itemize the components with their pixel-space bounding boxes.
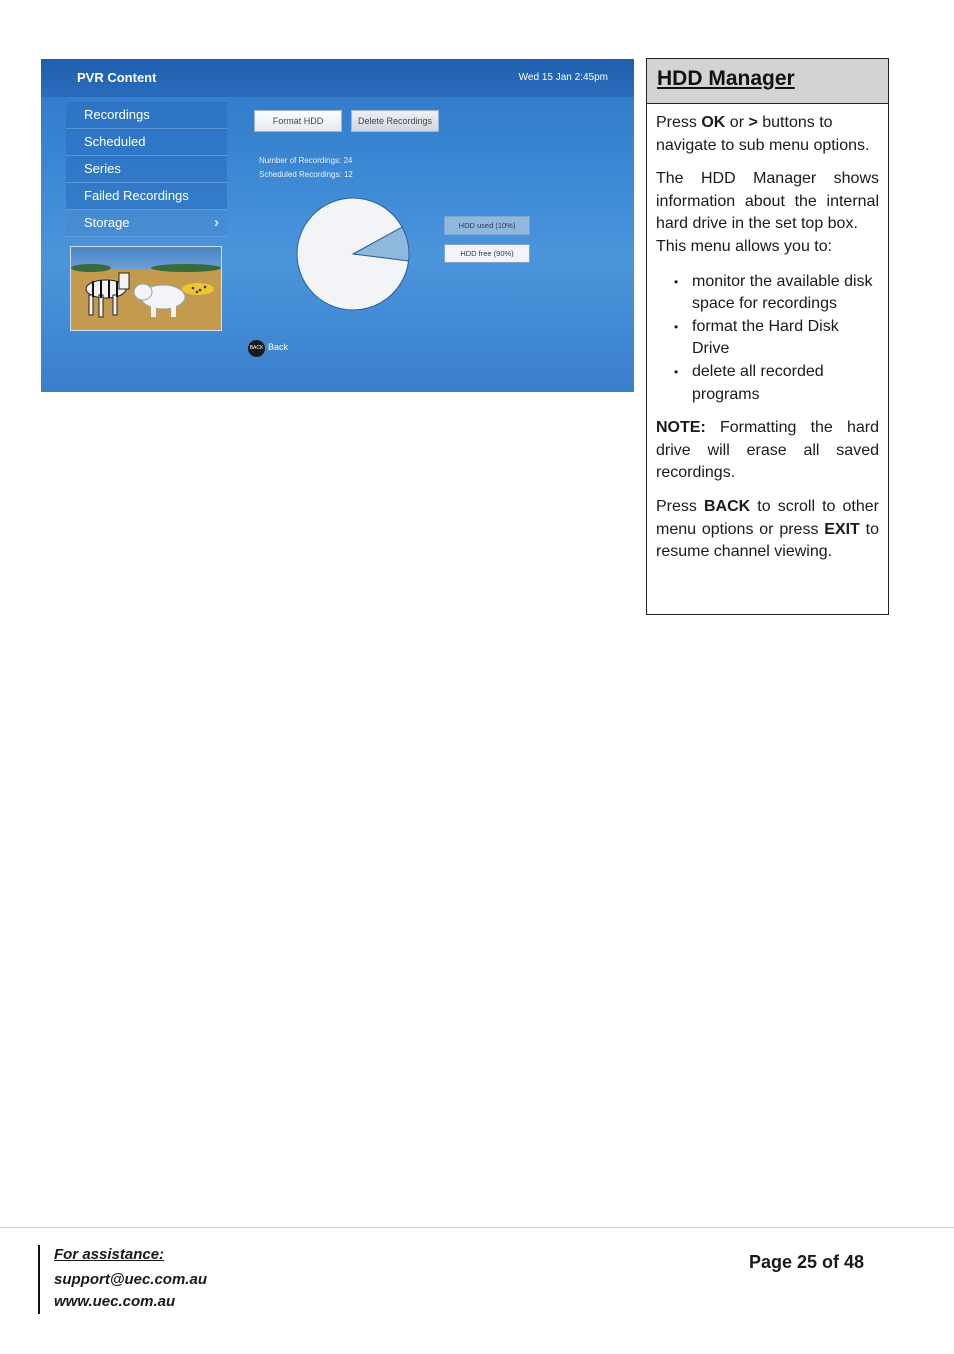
chevron-right-icon: ›	[214, 214, 219, 231]
menu-item-label: Scheduled	[84, 134, 146, 149]
assistance-heading: For assistance:	[54, 1246, 165, 1263]
panel-header	[647, 59, 888, 104]
footer-accent-bar	[38, 1245, 40, 1314]
panel-body	[647, 104, 888, 564]
feature-list	[656, 271, 879, 407]
right-key-label: >	[748, 114, 758, 131]
back-label: Back	[268, 342, 289, 352]
panel-title: HDD Manager	[657, 67, 795, 90]
menu-item-label: Recordings	[84, 107, 150, 122]
format-hdd-button[interactable]: Format HDD	[254, 110, 342, 132]
text-fragment: or	[725, 114, 749, 131]
note-text: Formatting the hard drive will erase all saved recordings.	[656, 419, 879, 482]
back-exit-instructions	[656, 496, 879, 564]
footer-divider	[0, 1227, 954, 1228]
menu-allows-text: This menu allows you to:	[656, 237, 833, 255]
menu-item-label: Failed Recordings	[84, 188, 189, 203]
support-email[interactable]: support@uec.com.au	[54, 1271, 207, 1288]
menu-item-series[interactable]	[66, 156, 227, 183]
back-key-icon[interactable]: BACK	[248, 340, 265, 357]
list-item: • format the Hard Disk Drive	[674, 316, 879, 361]
storage-pie-chart	[295, 196, 411, 312]
scheduled-count: Scheduled Recordings: 12	[259, 170, 353, 179]
exit-key-label: EXIT	[824, 520, 860, 538]
menu-item-storage[interactable]	[66, 210, 227, 237]
menu-item-label: Series	[84, 161, 121, 176]
text-fragment: to resume channel viewing.	[656, 520, 879, 561]
website-link[interactable]: www.uec.com.au	[54, 1293, 176, 1310]
menu-item-failed-recordings[interactable]	[66, 183, 227, 210]
ok-key-label: OK	[701, 114, 726, 131]
tv-side-menu	[66, 102, 227, 237]
tv-datetime: Wed 15 Jan 2:45pm	[518, 72, 608, 83]
navigation-instructions	[656, 112, 879, 157]
hdd-manager-description	[656, 168, 879, 258]
page-number: Page 25 of 48	[749, 1252, 865, 1272]
legend-hdd-used: HDD used (10%)	[444, 216, 530, 235]
animals-illustration	[71, 247, 221, 330]
format-note	[656, 417, 879, 485]
list-item: • delete all recorded programs	[674, 361, 879, 406]
legend-hdd-free: HDD free (90%)	[444, 244, 530, 263]
tv-title: PVR Content	[77, 70, 157, 85]
hdd-manager-panel	[646, 58, 889, 615]
list-item: • monitor the available disk space for recordings	[674, 271, 879, 316]
text-fragment: buttons to navigate to sub menu options.	[656, 114, 870, 154]
recordings-count: Number of Recordings: 24	[259, 156, 353, 165]
menu-item-recordings[interactable]	[66, 102, 227, 129]
pvr-screenshot	[41, 59, 634, 392]
text-fragment: Press	[656, 497, 704, 515]
text-fragment: to scroll to other menu options or press	[656, 497, 880, 538]
description-text: The HDD Manager shows information about the internal hard drive in the set top box.	[656, 170, 879, 233]
back-key-label: BACK	[703, 497, 751, 515]
text-fragment: Press	[656, 114, 702, 131]
live-tv-preview	[70, 246, 222, 331]
delete-recordings-button[interactable]: Delete Recordings	[351, 110, 439, 132]
menu-item-label: Storage	[84, 215, 130, 230]
menu-item-scheduled[interactable]	[66, 129, 227, 156]
note-label: NOTE:	[656, 419, 706, 437]
